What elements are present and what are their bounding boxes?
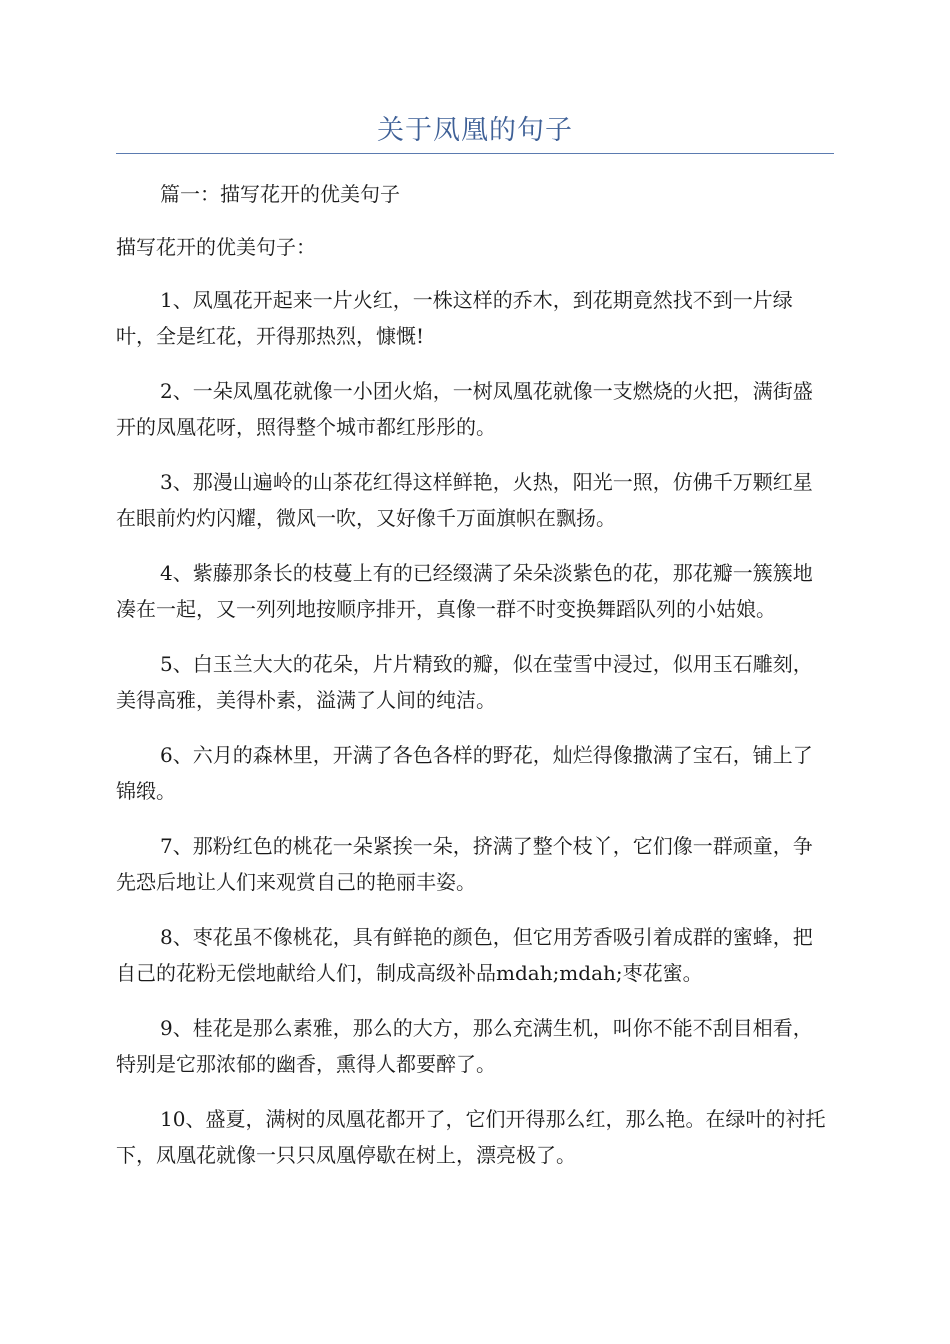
sentence-item-7: 7、那粉红色的桃花一朵紧挨一朵，挤满了整个枝丫，它们像一群顽童，争先恐后地让人们来观赏自己的艳丽丰姿。 — [116, 834, 813, 894]
sentence-item-10: 10、盛夏，满树的凤凰花都开了，它们开得那么红，那么艳。在绿叶的衬托下，凤凰花就像一只只凤凰停歇在树上，漂亮极了。 — [116, 1107, 826, 1167]
sentence-item-5: 5、白玉兰大大的花朵，片片精致的瓣，似在莹雪中浸过，似用玉石雕刻，美得高雅，美得朴素，溢满了人间的纯洁。 — [116, 652, 813, 712]
sentence-item-3: 3、那漫山遍岭的山茶花红得这样鲜艳，火热，阳光一照，仿佛千万颗红星在眼前灼灼闪耀，微风一吹，又好像千万面旗帜在飘扬。 — [116, 470, 813, 530]
sentence-item-4: 4、紫藤那条长的枝蔓上有的已经缀满了朵朵淡紫色的花，那花瓣一簇簇地凑在一起，又一列列地按顺序排开，真像一群不时变换舞蹈队列的小姑娘。 — [116, 561, 813, 621]
section-heading: 篇一：描写花开的优美句子 — [160, 182, 400, 206]
title-underline — [116, 153, 834, 154]
sentence-item-1: 1、凤凰花开起来一片火红，一株这样的乔木，到花期竟然找不到一片绿叶，全是红花，开得那热烈，慷慨! — [116, 288, 793, 348]
document-body — [116, 176, 832, 1192]
sentence-item-6: 6、六月的森林里，开满了各色各样的野花，灿烂得像撒满了宝石，铺上了锦缎。 — [116, 743, 813, 803]
document-title: 关于凤凰的句子 — [377, 115, 573, 146]
sentence-item-2: 2、一朵凤凰花就像一小团火焰，一树凤凰花就像一支燃烧的火把，满街盛开的凤凰花呀，照得整个城市都红彤彤的。 — [116, 379, 813, 439]
sentence-item-9: 9、桂花是那么素雅，那么的大方，那么充满生机，叫你不能不刮目相看，特别是它那浓郁的幽香，熏得人都要醉了。 — [116, 1016, 813, 1076]
sentence-item-8: 8、枣花虽不像桃花，具有鲜艳的颜色，但它用芳香吸引着成群的蜜蜂，把自己的花粉无偿地献给人们，制成高级补品mdah;mdah;枣花蜜。 — [116, 925, 813, 985]
intro-line: 描写花开的优美句子： — [116, 235, 316, 259]
